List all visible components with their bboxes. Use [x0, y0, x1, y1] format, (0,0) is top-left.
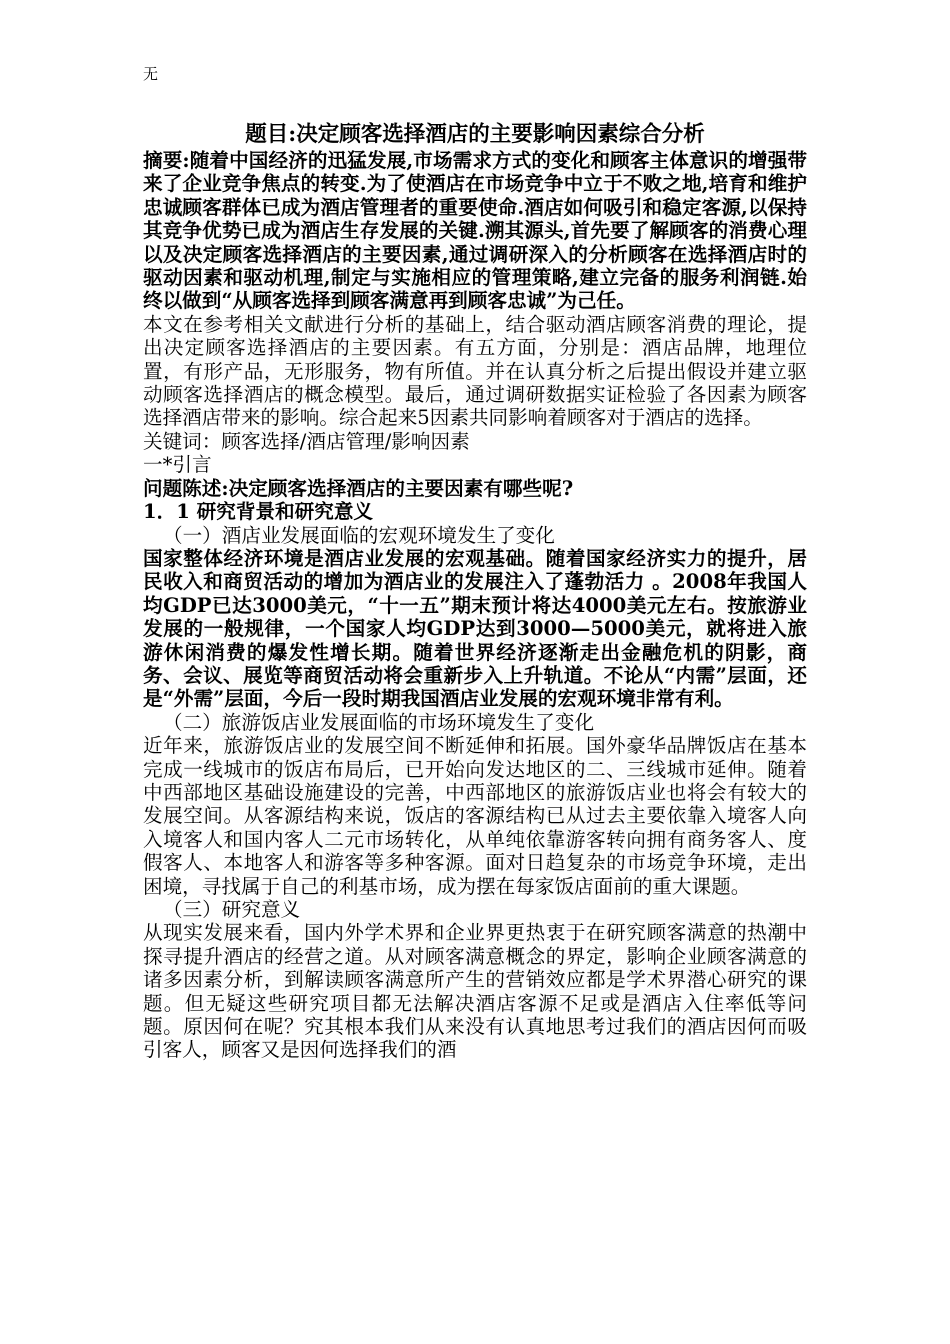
header-mark: 无	[143, 65, 159, 83]
subsection-heading-1-1: 1．1 研究背景和研究意义	[143, 500, 374, 524]
keywords-line: 关键词：顾客选择/酒店管理/影响因素	[143, 429, 470, 453]
problem-statement: 问题陈述:决定顾客选择酒店的主要因素有哪些呢?	[143, 476, 574, 500]
intro-paragraph: 本文在参考相关文献进行分析的基础上，结合驱动酒店顾客消费的理论，提出决定顾客选择酒店的主要因素。有五方面，分别是：酒店品牌，地理位置，有形产品，无形服务，物有所值。并在认真分析之后提出假设并建立驱动顾客选择酒店的概念模型。最后，通过调研数据实证检验了各因素为顾客选择酒店带来的影响。综合起来5因素共同影响着顾客对于酒店的选择。	[143, 312, 807, 430]
document-title: 题目:决定顾客选择酒店的主要影响因素综合分析	[245, 122, 705, 147]
paragraph-research-significance: 从现实发展来看，国内外学术界和企业界更热衷于在研究顾客满意的热潮中探寻提升酒店的经营之道。从对顾客满意概念的界定，影响企业顾客满意的诸多因素分析，到解读顾客满意所产生的营销效应都是学术界潜心研究的课题。但无疑这些研究项目都无法解决酒店客源不足或是酒店入住率低等问题。原因何在呢？究其根本我们从来没有认真地思考过我们的酒店因何而吸引客人，顾客又是因何选择我们的酒	[143, 921, 807, 1062]
abstract-paragraph: 摘要:随着中国经济的迅猛发展,市场需求方式的变化和顾客主体意识的增强带来了企业竞争焦点的转变.为了使酒店在市场竞争中立于不败之地,培育和维护忠诚顾客群体已成为酒店管理者的重要使命.酒店如何吸引和稳定客源,以保持其竞争优势已成为酒店生存发展的关键.溯其源头,首先要了解顾客的消费心理以及决定顾客选择酒店的主要因素,通过调研深入的分析顾客在选择酒店时的驱动因素和驱动机理,制定与实施相应的管理策略,建立完备的服务利润链.始终以做到“从顾客选择到顾客满意再到顾客忠诚”为己任。	[143, 149, 807, 313]
document-body	[143, 121, 807, 1062]
subheading-macro-environment: （一）酒店业发展面临的宏观环境发生了变化	[163, 523, 555, 547]
subheading-research-significance: （三）研究意义	[163, 898, 301, 921]
section-heading-introduction: 一*引言	[143, 453, 212, 477]
paragraph-macro-environment: 国家整体经济环境是酒店业发展的宏观基础。随着国家经济实力的提升，居民收入和商贸活动的增加为酒店业的发展注入了蓬勃活力 。2008年我国人均GDP已达3000美元，“十一五”期末预计将达4000美元左右。按旅游业发展的一般规律，一个国家人均GDP达到3000—5000美元，就将进入旅游休闲消费的爆发性增长期。随着世界经济逐渐走出金融危机的阴影，商务、会议、展览等商贸活动将会重新步入上升轨道。不论从“内需”层面，还是“外需”层面，今后一段时期我国酒店业发展的宏观环境非常有利。	[143, 546, 807, 711]
subheading-market-environment: （二）旅游饭店业发展面临的市场环境发生了变化	[163, 710, 595, 734]
paragraph-market-environment: 近年来，旅游饭店业的发展空间不断延伸和拓展。国外豪华品牌饭店在基本完成一线城市的饭店布局后，已开始向发达地区的二、三线城市延伸。随着中西部地区基础设施建设的完善，中西部地区的旅游饭店业也将会有较大的发展空间。从客源结构来说，饭店的客源结构已从过去主要依靠入境客人向入境客人和国内客人二元市场转化，从单纯依靠游客转向拥有商务客人、度假客人、本地客人和游客等多种客源。面对日趋复杂的市场竞争环境，走出困境，寻找属于自己的利基市场，成为摆在每家饭店面前的重大课题。	[143, 734, 807, 898]
